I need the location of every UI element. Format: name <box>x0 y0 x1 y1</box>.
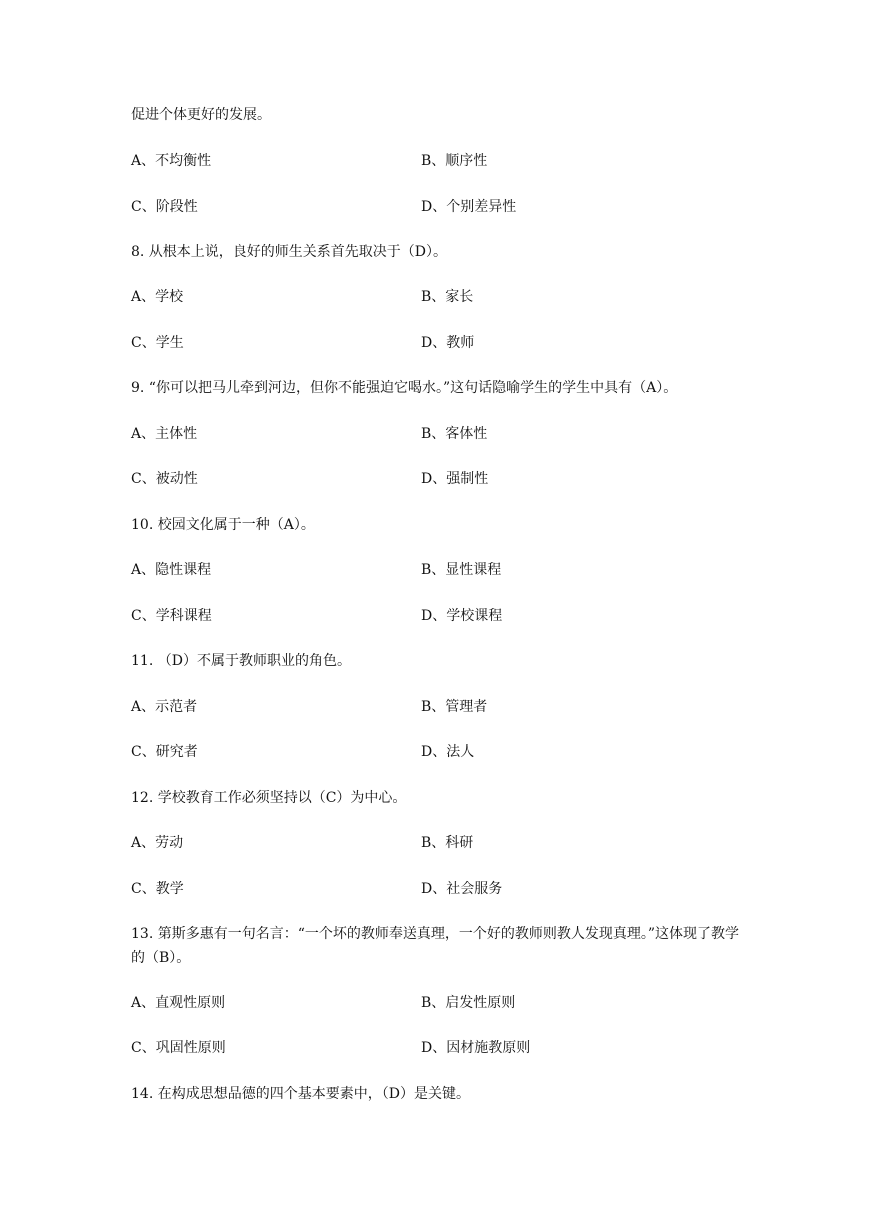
option-a: A、直观性原则 <box>131 995 226 1011</box>
option-b: B、家长 <box>421 289 474 305</box>
question-13-options-row-2 <box>131 1038 741 1058</box>
option-a: A、劳动 <box>131 835 184 851</box>
option-d: D、个别差异性 <box>421 199 517 215</box>
question-7-options-row-2 <box>131 197 741 217</box>
question-14-stem: 14. 在构成思想品德的四个基本要素中，（D）是关键。 <box>131 1086 470 1102</box>
question-10-options-row-1 <box>131 560 741 580</box>
question-11-options-row-2 <box>131 742 741 762</box>
option-b: B、客体性 <box>421 426 488 442</box>
question-11-options-row-1 <box>131 697 741 717</box>
question-7-stem-continuation: 促进个体更好的发展。 <box>131 107 271 123</box>
option-a: A、不均衡性 <box>131 153 212 169</box>
option-a: A、隐性课程 <box>131 562 212 578</box>
question-10-stem: 10. 校园文化属于一种（A）。 <box>131 517 315 533</box>
question-11-stem: 11. （D）不属于教师职业的角色。 <box>131 653 351 669</box>
option-a: A、主体性 <box>131 426 198 442</box>
option-c: C、阶段性 <box>131 199 198 215</box>
option-b: B、科研 <box>421 835 474 851</box>
option-d: D、因材施教原则 <box>421 1040 531 1056</box>
option-b: B、启发性原则 <box>421 995 516 1011</box>
option-d: D、教师 <box>421 335 475 351</box>
question-9-options-row-2 <box>131 469 741 489</box>
question-9-options-row-1 <box>131 424 741 444</box>
option-c: C、学生 <box>131 335 184 351</box>
option-a: A、学校 <box>131 289 184 305</box>
option-c: C、研究者 <box>131 744 198 760</box>
question-8-options-row-1 <box>131 287 741 307</box>
option-b: B、显性课程 <box>421 562 502 578</box>
question-8-options-row-2 <box>131 333 741 353</box>
option-c: C、巩固性原则 <box>131 1040 226 1056</box>
option-c: C、学科课程 <box>131 608 212 624</box>
option-d: D、社会服务 <box>421 881 503 897</box>
question-12-options-row-1 <box>131 833 741 853</box>
option-c: C、被动性 <box>131 471 198 487</box>
option-d: D、强制性 <box>421 471 489 487</box>
question-10-options-row-2 <box>131 606 741 626</box>
option-b: B、顺序性 <box>421 153 488 169</box>
option-a: A、示范者 <box>131 699 198 715</box>
question-13-options-row-1 <box>131 993 741 1013</box>
option-b: B、管理者 <box>421 699 488 715</box>
question-12-options-row-2 <box>131 879 741 899</box>
option-d: D、法人 <box>421 744 475 760</box>
question-8-stem: 8. 从根本上说，良好的师生关系首先取决于（D）。 <box>131 244 448 260</box>
question-9-stem: 9. “你可以把马儿牵到河边，但你不能强迫它喝水。”这句话隐喻学生的学生中具有（A）。 <box>131 380 678 396</box>
question-13-stem: 13. 第斯多惠有一句名言：“一个坏的教师奉送真理，一个好的教师则教人发现真理。”这体现了教学的（B）。 <box>131 926 740 966</box>
option-c: C、教学 <box>131 881 184 897</box>
question-7-options-row-1 <box>131 151 741 171</box>
question-12-stem: 12. 学校教育工作必须坚持以（C）为中心。 <box>131 790 407 806</box>
option-d: D、学校课程 <box>421 608 503 624</box>
